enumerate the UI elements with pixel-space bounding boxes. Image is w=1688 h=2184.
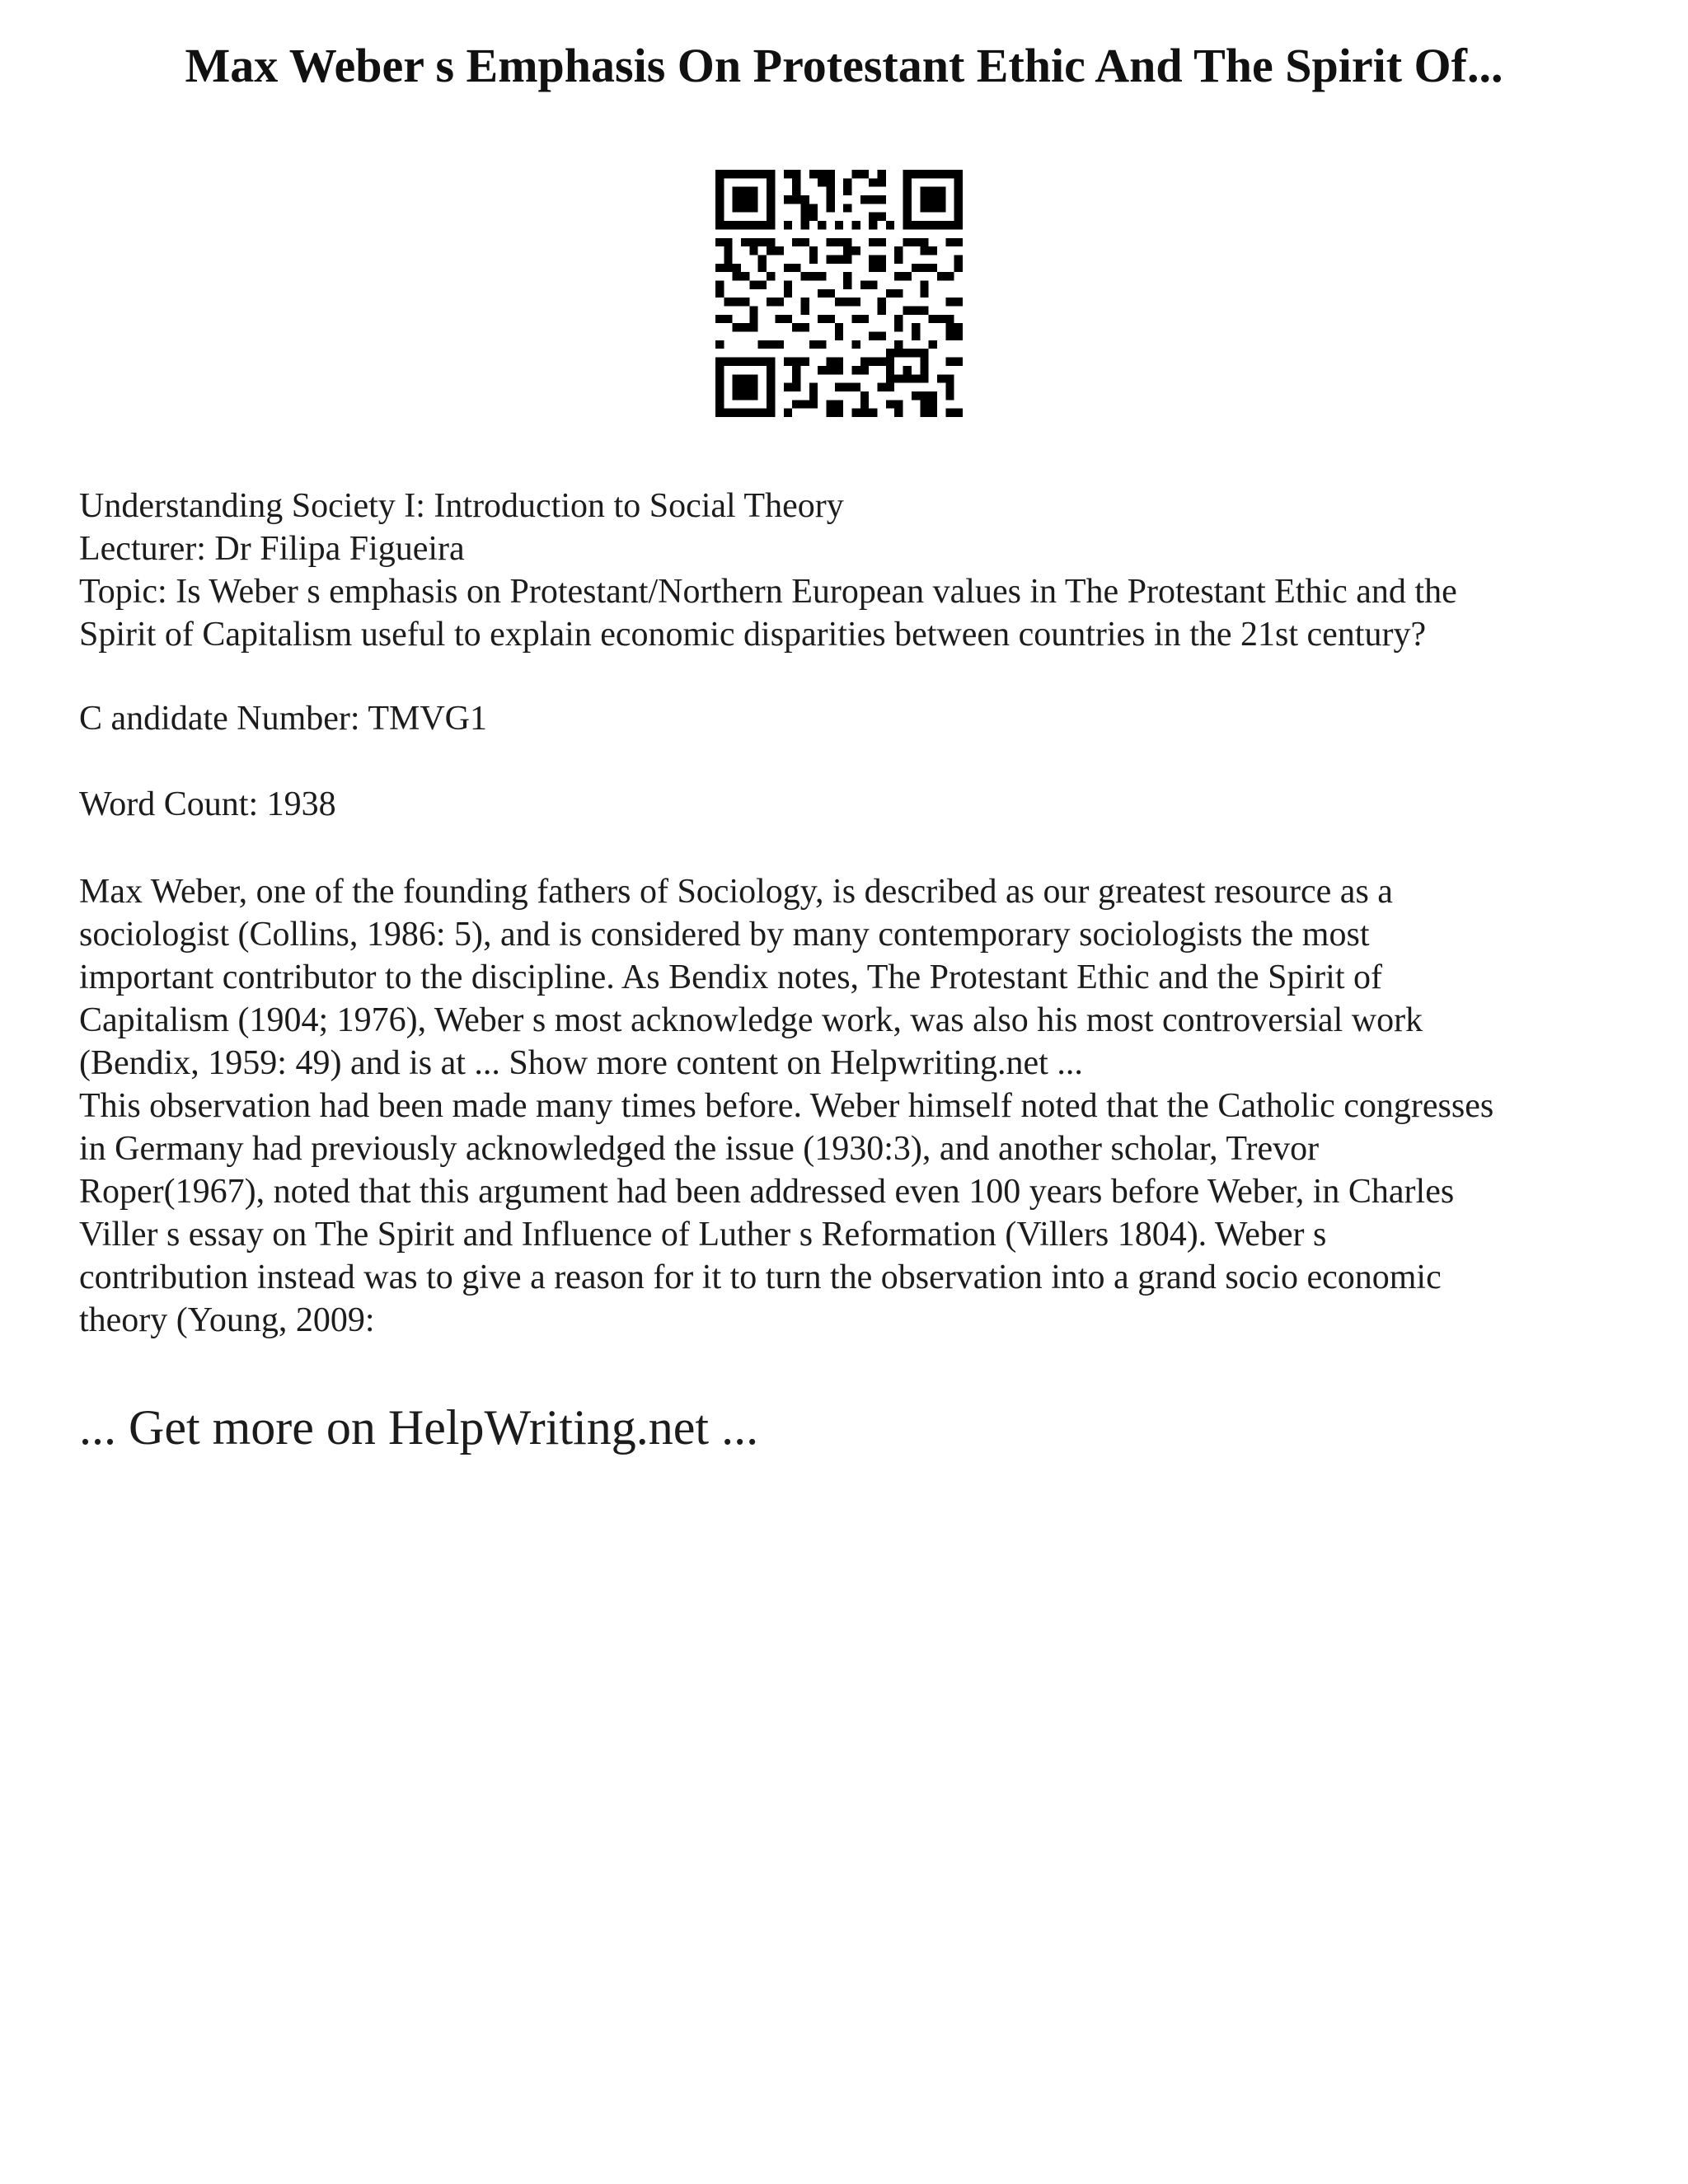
candidate-number xyxy=(79,697,1645,740)
candidate-number-text: C andidate Number: TMVG1 xyxy=(79,700,487,738)
body-line: sociologist (Collins, 1986: 5), and is considered by many contemporary sociologists the most xyxy=(79,916,1370,954)
document-title: Max Weber s Emphasis On Protestant Ethic And The Spirit Of... xyxy=(185,39,1503,92)
course-title-line: Understanding Society I: Introduction to Social Theory xyxy=(79,487,844,525)
body-line: Max Weber, one of the founding fathers of Sociology, is described as our greatest resource as a xyxy=(79,873,1393,911)
body-line: in Germany had previously acknowledged the issue (1930:3), and another scholar, Trevor xyxy=(79,1130,1320,1168)
course-info xyxy=(79,485,1645,656)
word-count xyxy=(79,783,1645,826)
topic-line-continued: Spirit of Capitalism useful to explain economic disparities between countries in the 21st century? xyxy=(79,616,1427,654)
topic-line: Topic: Is Weber s emphasis on Protestant/Northern European values in The Protestant Ethic and the xyxy=(79,573,1457,611)
body-line: Viller s essay on The Spirit and Influence of Luther s Reformation (Villers 1804). Weber s xyxy=(79,1216,1327,1254)
lecturer-line: Lecturer: Dr Filipa Figueira xyxy=(79,530,465,568)
qr-code-icon xyxy=(715,170,963,417)
body-line: contribution instead was to give a reason for it to turn the observation into a grand socio economic xyxy=(79,1258,1442,1296)
body-line: Roper(1967), noted that this argument had been addressed even 100 years before Weber, in Charles xyxy=(79,1173,1455,1211)
body-line: This observation had been made many times before. Weber himself noted that the Catholic congresses xyxy=(79,1087,1494,1125)
body-line: Capitalism (1904; 1976), Weber s most acknowledge work, was also his most controversial work xyxy=(79,1001,1423,1039)
essay-body xyxy=(79,870,1645,1342)
body-line: important contributor to the discipline. As Bendix notes, The Protestant Ethic and the Spirit of xyxy=(79,958,1382,996)
body-line-show-more: (Bendix, 1959: 49) and is at ... Show more content on Helpwriting.net ... xyxy=(79,1044,1083,1082)
get-more-link[interactable]: ... Get more on HelpWriting.net ... xyxy=(79,1400,759,1455)
word-count-text: Word Count: 1938 xyxy=(79,785,336,823)
body-line: theory (Young, 2009: xyxy=(79,1301,375,1339)
